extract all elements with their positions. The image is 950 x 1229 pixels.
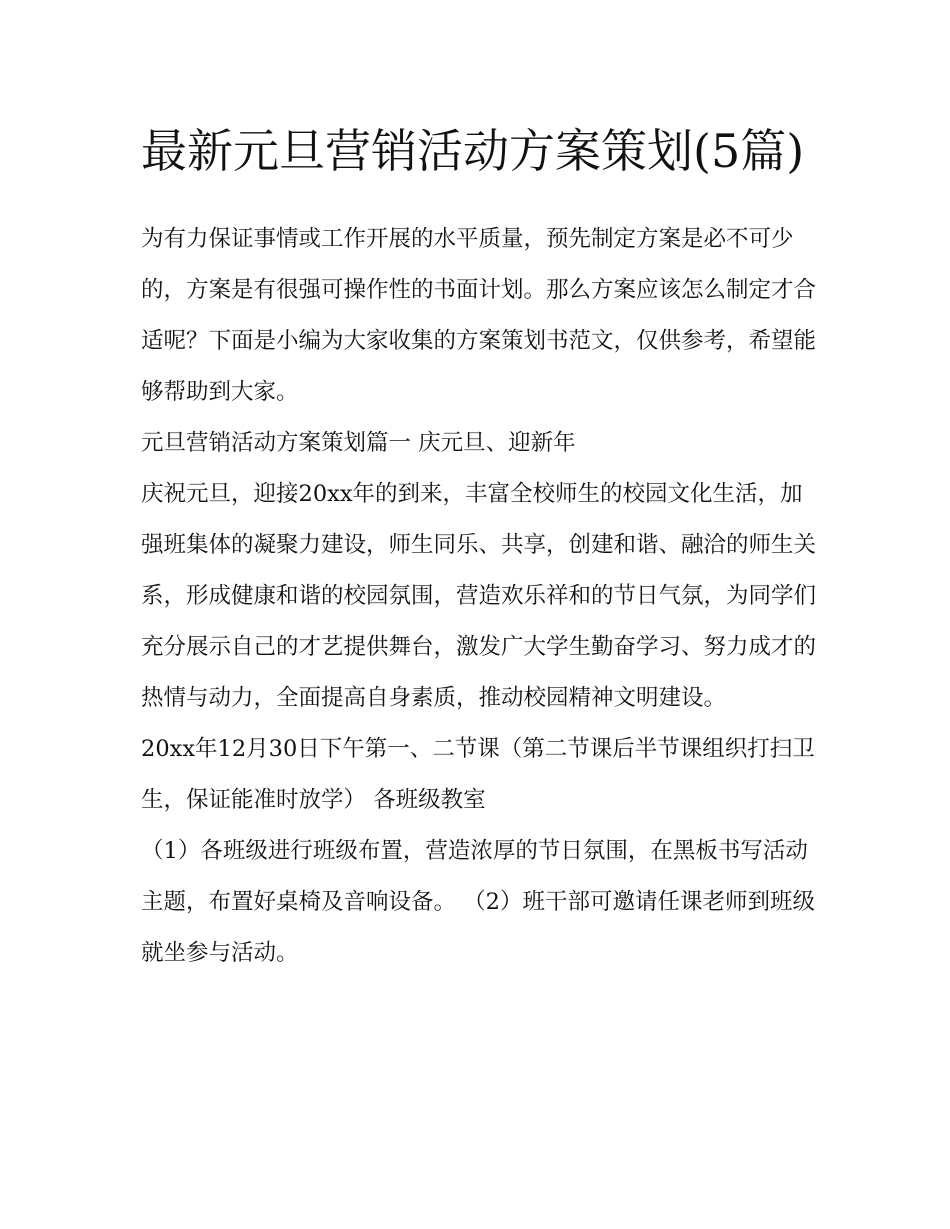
- document-body: [141, 112, 821, 979]
- purpose-paragraph: 庆祝元旦，迎接20xx年的到来，丰富全校师生的校园文化生活，加强班集体的凝聚力建设，师生同乐、共享，创建和谐、融洽的师生关系，形成健康和谐的校园氛围，营造欢乐祥和的节日气氛，为同学们充分展示自己的才艺提供舞台，激发广大学生勤奋学习、努力成才的热情与动力，全面提高自身素质，推动校园精神文明建设。: [141, 481, 817, 711]
- intro-paragraph: 为有力保证事情或工作开展的水平质量，预先制定方案是必不可少的，方案是有很强可操作性的书面计划。那么方案应该怎么制定才合适呢？下面是小编为大家收集的方案策划书范文，仅供参考，希望能够帮助到大家。: [141, 226, 817, 405]
- document-title: 最新元旦营销活动方案策划(5篇): [141, 124, 805, 178]
- time-location-paragraph: 20xx年12月30日下午第一、二节课（第二节课后半节课组织打扫卫生，保证能准时放学） 各班级教室: [141, 736, 815, 813]
- section-heading: 元旦营销活动方案策划篇一 庆元旦、迎新年: [141, 430, 576, 456]
- arrangement-paragraph: （1）各班级进行班级布置，营造浓厚的节日氛围，在黑板书写活动主题，布置好桌椅及音响设备。 （2）班干部可邀请任课老师到班级就坐参与活动。: [141, 838, 815, 966]
